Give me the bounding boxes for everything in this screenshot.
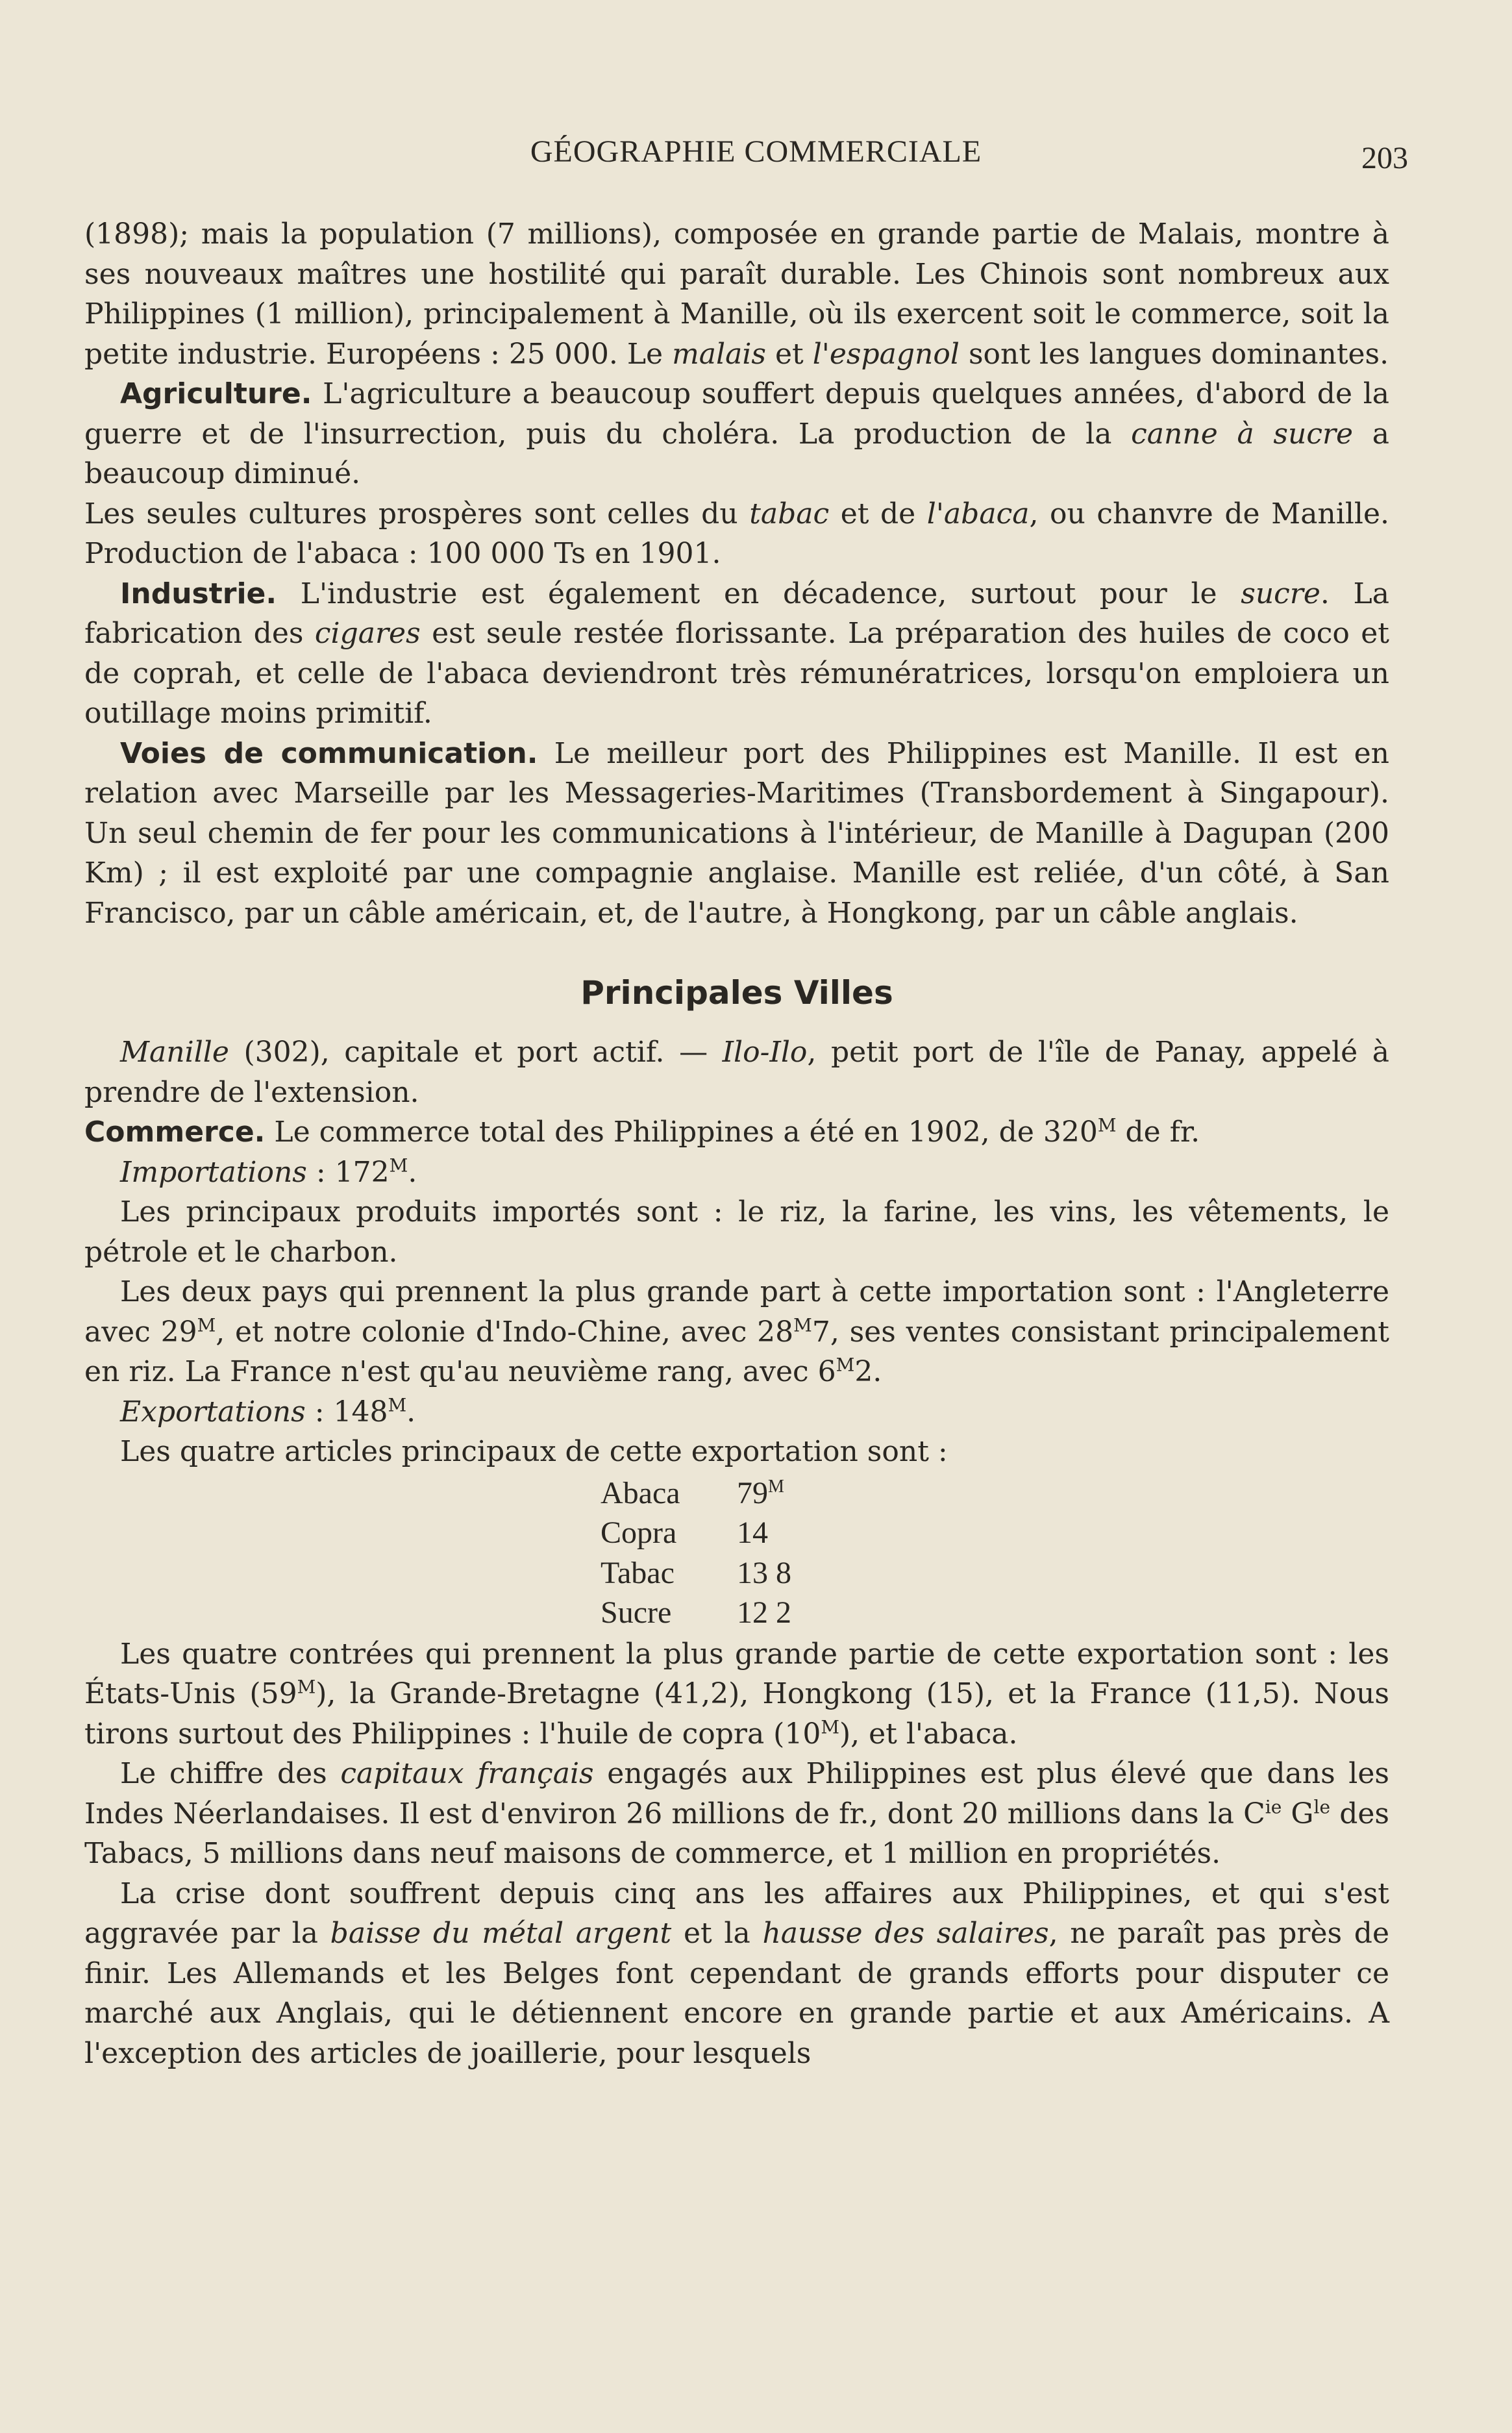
- section-heading-agriculture: Agriculture.: [120, 377, 312, 410]
- paragraph-voies: Voies de communication. Le meilleur port des Philippines est Manille. Il est en relation avec Marseille par les Messageries-Maritimes (Transbordement à Singapour). Un seul chemin de fer pour les communications à l'intérieur, de Manille à Dagupan (200 Km) ; il est exploité par une compagnie anglaise. Manille est reliée, d'un côté, à San Francisco, par un câble américain, et, de l'autre, à Hongkong, par un câble anglais.: [84, 736, 1389, 930]
- article-value: 12 2: [737, 1595, 791, 1630]
- table-row: [601, 1513, 867, 1553]
- article-name: Sucre: [601, 1595, 672, 1630]
- paragraph-pays-importation: Les deux pays qui prennent la plus grande part à cette importation sont : l'Angleterre avec $29^M$, et notre colonie d'Indo-Chine, avec $28^M7$, ses ventes consistant principalement en riz. La France n'est qu'au neuvième rang, avec $6^M2$.: [84, 1275, 1389, 1388]
- table-row: [601, 1473, 867, 1514]
- article-value: 13 8: [737, 1555, 791, 1590]
- paragraph-contrees-exportation: Les quatre contrées qui prennent la plus grande partie de cette exportation sont : les États-Unis $(59^M)$, la Grande-Bretagne (41,2), Hongkong (15), et la France (11,5). Nous tirons surtout des Philippines : l'huile de copra $(10^M)$, et l'abaca.: [84, 1637, 1389, 1751]
- paragraph-capitaux: Le chiffre des capitaux français engagés aux Philippines est plus élevé que dans les Indes Néerlandaises. Il est d'environ 26 millions de fr., dont 20 millions dans la $C^{ie}$ $G^{le}$ des Tabacs, 5 millions dans neuf maisons de commerce, et 1 million en propriétés.: [84, 1757, 1389, 1870]
- paragraph-industrie: Industrie. L'industrie est également en décadence, surtout pour le sucre. La fabrication des cigares est seule restée florissante. La préparation des huiles de coco et de coprah, et celle de l'abaca deviendront très rémunératrices, lorsqu'on emploiera un outillage moins primitif.: [84, 577, 1389, 730]
- exportations-line: Exportations : $148^M$.: [120, 1393, 416, 1429]
- section-heading-commerce: Commerce.: [84, 1116, 266, 1149]
- export-articles-table: [601, 1473, 867, 1633]
- body-text: [84, 214, 1389, 2073]
- paragraph-population: (1898); mais la population (7 millions), composée en grande partie de Malais, montre à ses nouveaux maîtres une hostilité qui paraît durable. Les Chinois sont nombreux aux Philippines (1 million), principalement à Manille, où ils exercent soit le commerce, soit la petite industrie. Européens : 25 000. Le malais et l'espagnol sont les langues dominantes.: [84, 218, 1389, 371]
- page-number: 203: [1361, 141, 1408, 175]
- paragraph-commerce: Commerce. Le commerce total des Philippines a été en 1902, de $320^M$ de fr.: [84, 1114, 1200, 1149]
- paragraph-agriculture: Agriculture. L'agriculture a beaucoup souffert depuis quelques années, d'abord de la guerre et de l'insurrection, puis du choléra. La production de la canne à sucre a beaucoup diminué.: [84, 377, 1389, 490]
- section-title-villes: Principales Villes: [580, 974, 893, 1012]
- article-value: $79^M$: [737, 1475, 784, 1510]
- paragraph-crise: La crise dont souffrent depuis cinq ans les affaires aux Philippines, et qui s'est aggravée par la baisse du métal argent et la hausse des salaires, ne paraît pas près de finir. Les Allemands et les Belges font cependant de grands efforts pour disputer ce marché aux Anglais, qui le détiennent encore en grande partie et aux Américains. A l'exception des articles de joaillerie, pour lesquels: [84, 1877, 1390, 2070]
- article-value: 14: [737, 1516, 768, 1550]
- article-name: Copra: [601, 1516, 677, 1550]
- paragraph-export-intro: Les quatre articles principaux de cette exportation sont :: [120, 1435, 948, 1468]
- table-row: [601, 1593, 867, 1633]
- article-name: Tabac: [601, 1555, 675, 1590]
- importations-line: Importations : $172^M$.: [120, 1154, 417, 1189]
- running-title: GÉOGRAPHIE COMMERCIALE: [530, 134, 982, 169]
- paragraph-produits-importes: Les principaux produits importés sont : le riz, la farine, les vins, les vêtements, le pétrole et le charbon.: [84, 1195, 1389, 1269]
- paragraph-cultures: Les seules cultures prospères sont celles du tabac et de l'abaca, ou chanvre de Manille. Production de l'abaca : 100 000 Ts en 1901.: [84, 497, 1390, 570]
- table-row: [601, 1553, 867, 1593]
- section-heading-industrie: Industrie.: [120, 577, 277, 610]
- article-name: Abaca: [601, 1475, 680, 1510]
- page-header: [84, 127, 1428, 179]
- section-heading-voies: Voies de communication.: [120, 736, 538, 770]
- paragraph-villes: Manille (302), capitale et port actif. — Ilo-Ilo, petit port de l'île de Panay, appelé à prendre de l'extension.: [84, 1036, 1389, 1109]
